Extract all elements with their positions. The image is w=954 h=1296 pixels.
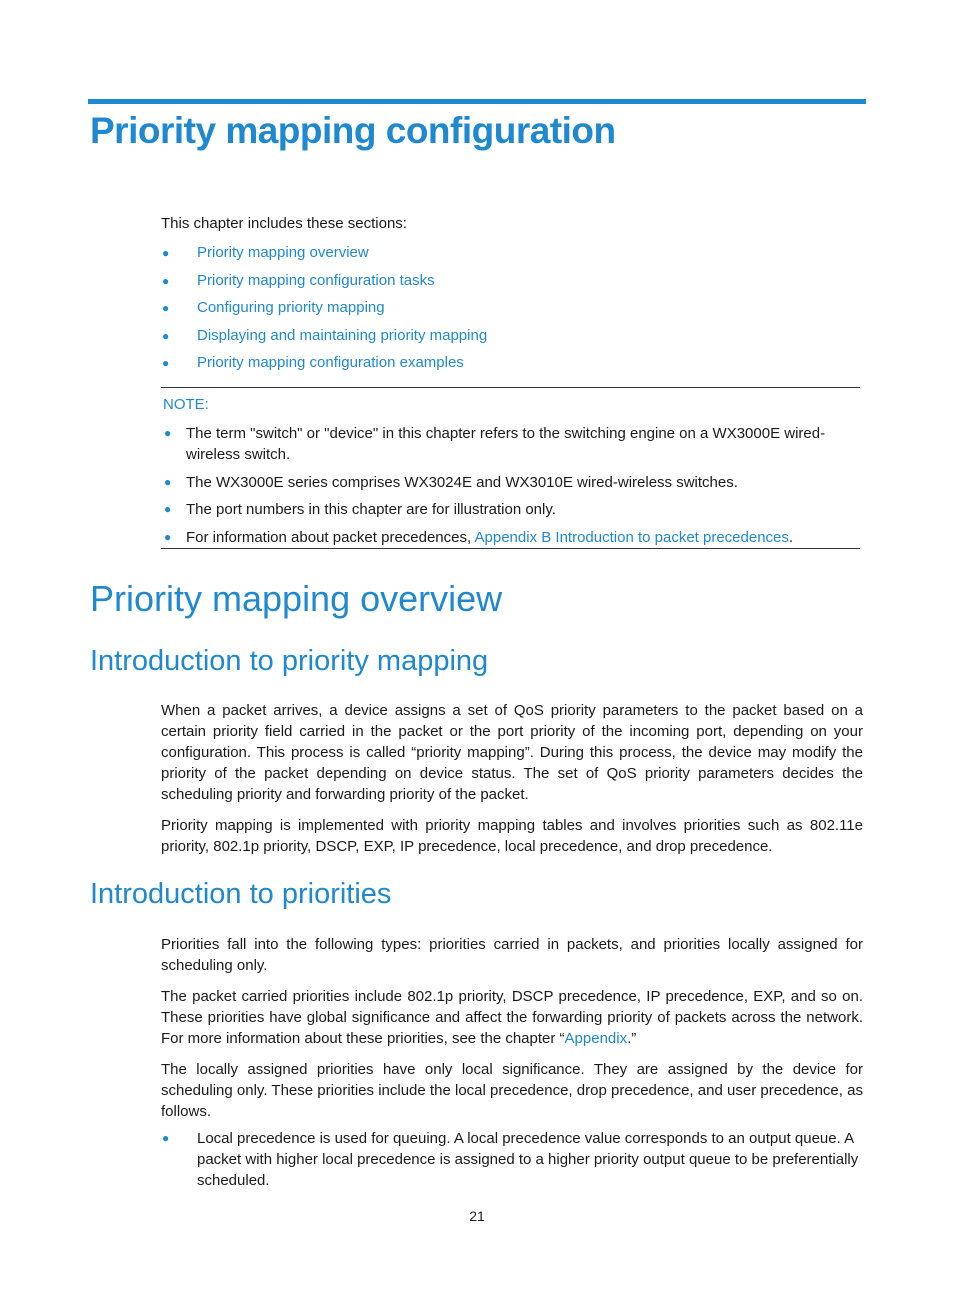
chapter-title: Priority mapping configuration [90,110,616,151]
note-item [161,423,860,465]
bullet-item-text: Local precedence is used for queuing. A local precedence value corresponds to an output queue. A packet with higher local precedence is assigned to a higher priority output queue to be preferentially scheduled. [197,1130,859,1189]
subsection-title-mapping: Introduction to priority mapping [90,645,489,677]
bullet-icon: ● [162,273,170,288]
note-item-text: The WX3000E series comprises WX3024E and WX3010E wired-wireless switches. [186,473,738,491]
note-item [161,472,860,493]
subsection-title-priorities: Introduction to priorities [90,878,392,910]
note-list [161,423,860,554]
note-item-suffix: . [788,528,794,546]
section-list-item [161,351,487,379]
bullet-icon: ● [162,301,170,315]
paragraph-text: The packet carried priorities include 802.1p priority, DSCP precedence, IP precedence, EXP, and so on. These priorities have global significance and affect the forwarding priority of packets across the network. For more information about these priorities, see the chapter “ [161,988,863,1047]
section-list-item [161,296,487,324]
note-box [161,387,860,549]
toc-link-displaying[interactable]: Displaying and maintaining priority mapping [197,326,488,344]
chapter-top-rule [88,99,866,104]
section-list-item [161,269,487,297]
bullet-icon: ● [162,1131,170,1145]
intro-text: This chapter includes these sections: [161,215,407,232]
paragraph: Priority mapping is implemented with priority mapping tables and involves priorities such as 802.11e priority, 802.1p priority, DSCP, EXP, IP precedence, local precedence, and drop precedence. [161,817,863,855]
paragraph: Priorities fall into the following types: priorities carried in packets, and priorities locally assigned for scheduling only. [161,936,863,974]
toc-link-examples[interactable]: Priority mapping configuration examples [197,354,464,371]
note-label: NOTE: [163,396,209,413]
paragraph: The locally assigned priorities have only local significance. They are assigned by the device for scheduling only. These priorities include the local precedence, drop precedence, and user precedence, as follows. [161,1061,863,1120]
bullet-icon: ● [164,474,172,489]
section-list [161,241,487,379]
paragraph [161,986,863,1049]
bullet-icon: ● [162,328,170,343]
note-item-text: The port numbers in this chapter are for illustration only. [186,501,556,518]
note-item-text: The term "switch" or "device" in this chapter refers to the switching engine on a WX3000E wired-wireless switch. [186,425,826,463]
bullet-icon: ● [164,502,172,516]
bullet-icon: ● [162,356,170,370]
section-list-item [161,324,487,352]
toc-link-overview[interactable]: Priority mapping overview [197,244,369,261]
note-item [161,527,860,548]
section-list-item [161,241,487,269]
paragraph: When a packet arrives, a device assigns a set of QoS priority parameters to the packet based on a certain priority field carried in the packet or the port priority of the incoming port, depending on your configuration. This process is called “priority mapping”. During this process, the device may modify the priority of the packet depending on device status. The set of QoS priority parameters decides the scheduling priority and forwarding priority of the packet. [161,702,863,803]
section-title: Priority mapping overview [90,578,503,619]
note-item-text: For information about packet precedences, [186,528,475,546]
note-item [161,499,860,520]
toc-link-tasks[interactable]: Priority mapping configuration tasks [197,271,435,289]
bullet-icon: ● [164,529,172,544]
appendix-b-link[interactable]: Appendix B Introduction to packet precedences [474,528,789,546]
bullet-icon: ● [164,426,172,440]
paragraph-suffix: .” [627,1030,637,1047]
appendix-link[interactable]: Appendix [564,1030,628,1047]
page-number: 21 [469,1208,485,1224]
toc-link-configuring[interactable]: Configuring priority mapping [197,299,385,316]
bullet-item [161,1128,863,1191]
bullet-icon: ● [162,246,170,260]
